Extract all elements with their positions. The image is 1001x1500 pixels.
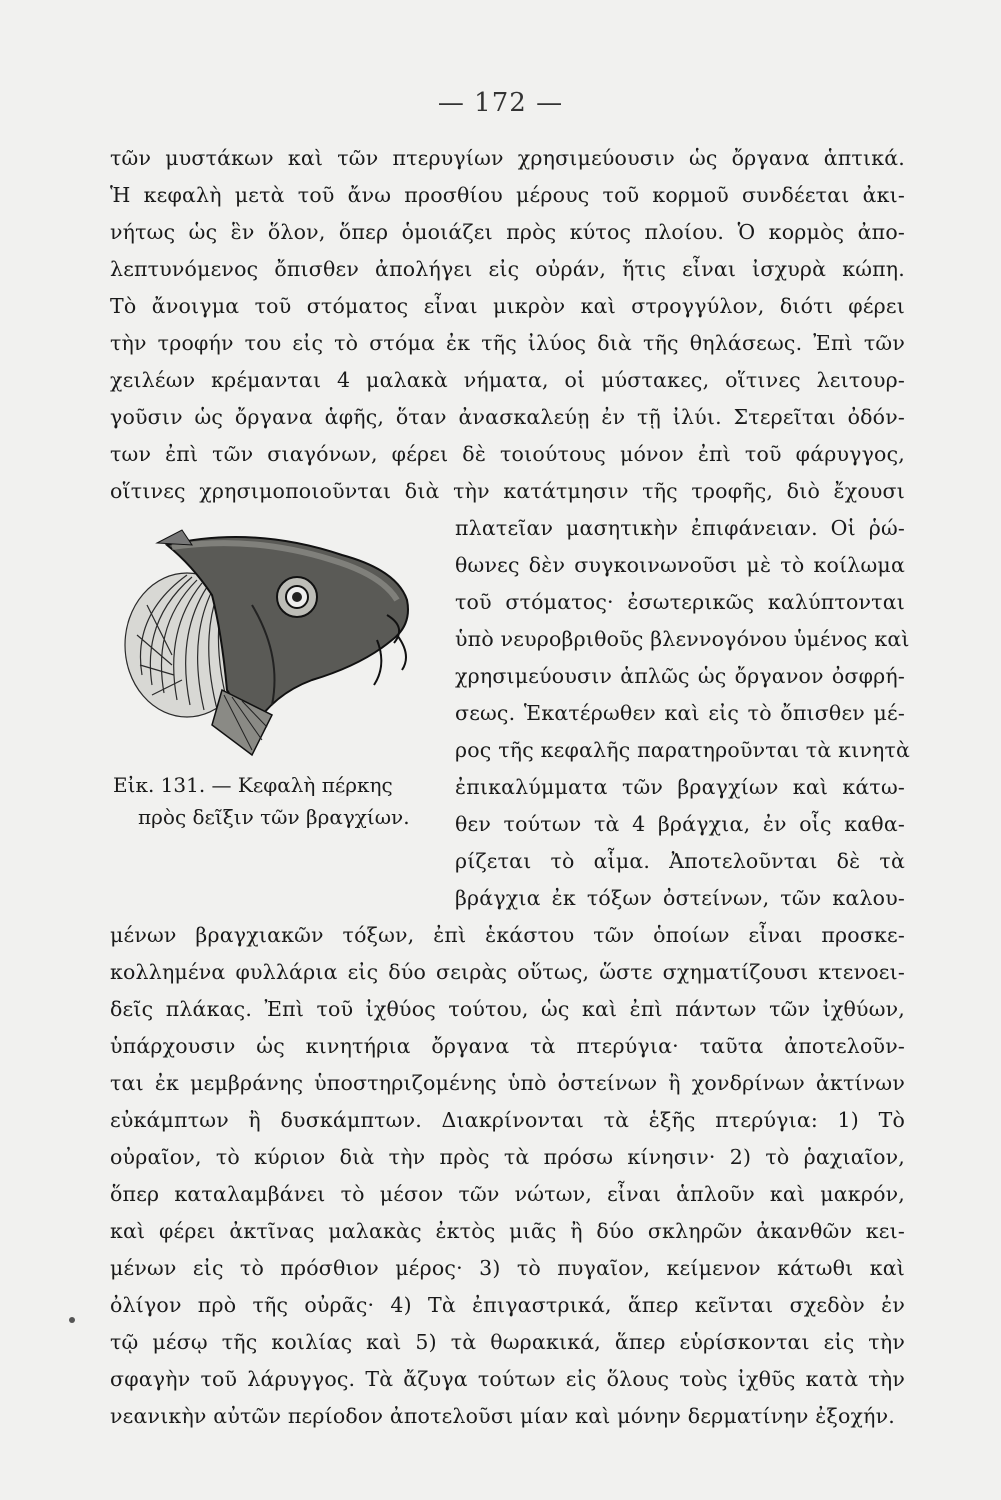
text-line: νεανικὴν αὐτῶν περίοδον ἀποτελοῦσι μίαν καὶ μόνην δερματίνην ἐξοχήν. (110, 1404, 895, 1428)
text-line: γοῦσιν ὡς ὄργανα ἁφῆς, ὅταν ἀνασκαλεύῃ ἐν τῇ ἰλύι. Στερεῖται ὀδόν- (110, 405, 905, 429)
text-line: τῶν μυστάκων καὶ τῶν πτερυγίων χρησιμεύουσιν ὡς ὄργανα ἁπτικά. (110, 146, 905, 170)
text-line: καὶ φέρει ἀκτῖνας μαλακὰς ἐκτὸς μιᾶς ἢ δύο σκληρῶν ἀκανθῶν κει- (110, 1219, 905, 1243)
text-line: μένων βραγχιακῶν τόξων, ἐπὶ ἑκάστου τῶν ὁποίων εἶναι προσκε- (110, 923, 905, 947)
text-line: ὅπερ καταλαμβάνει τὸ μέσον τῶν νώτων, εἶναι ἁπλοῦν καὶ μακρόν, (110, 1182, 905, 1206)
text-line: ρίζεται τὸ αἷμα. Ἀποτελοῦνται δὲ τὰ (455, 849, 905, 873)
text-line: χειλέων κρέμανται 4 μαλακὰ νήματα, οἱ μύστακες, οἵτινες λειτουρ- (110, 368, 905, 392)
text-line: τοῦ στόματος· ἐσωτερικῶς καλύπτονται (455, 590, 905, 614)
text-line: ὑπὸ νευροβριθοῦς βλεννογόνου ὑμένος καὶ (455, 627, 910, 651)
text-line: λεπτυνόμενος ὄπισθεν ἀπολήγει εἰς οὐράν, ἥτις εἶναι ἰσχυρὰ κώπη. (110, 257, 905, 281)
text-line: θωνες δὲν συγκοινωνοῦσι μὲ τὸ κοίλωμα (455, 553, 905, 577)
text-line: βράγχια ἐκ τόξων ὀστείνων, τῶν καλου- (455, 886, 905, 910)
fish-head-illustration (112, 515, 422, 760)
text-line: εὐκάμπτων ἢ δυσκάμπτων. Διακρίνονται τὰ ἑξῆς πτερύγια: 1) Τὸ (110, 1108, 905, 1132)
ink-spot (69, 1317, 75, 1323)
text-line: τὴν τροφήν του εἰς τὸ στόμα ἐκ τῆς ἰλύος διὰ τῆς θηλάσεως. Ἐπὶ τῶν (110, 331, 905, 355)
text-line: ὀλίγον πρὸ τῆς οὐρᾶς· 4) Τὰ ἐπιγαστρικά, ἅπερ κεῖνται σχεδὸν ἐν (110, 1293, 905, 1317)
text-line: ται ἐκ μεμβράνης ὑποστηριζομένης ὑπὸ ὀστείνων ἢ χονδρίνων ἀκτίνων (110, 1071, 905, 1095)
text-line: ἐπικαλύμματα τῶν βραγχίων καὶ κάτω- (455, 775, 905, 799)
page-number: — 172 — (437, 88, 564, 118)
text-line: νήτως ὡς ἓν ὅλον, ὅπερ ὁμοιάζει πρὸς κύτος πλοίου. Ὁ κορμὸς ἀπο- (110, 220, 905, 244)
text-line: Ἡ κεφαλὴ μετὰ τοῦ ἄνω προσθίου μέρους τοῦ κορμοῦ συνδέεται ἀκι- (110, 183, 905, 207)
text-line: Τὸ ἄνοιγμα τοῦ στόματος εἶναι μικρὸν καὶ στρογγύλον, διότι φέρει (110, 294, 905, 318)
figure-caption: Εἰκ. 131. — Κεφαλὴ πέρκης (113, 773, 393, 797)
text-line: οἵτινες χρησιμοποιοῦνται διὰ τὴν κατάτμησιν τῆς τροφῆς, διὸ ἔχουσι (110, 479, 905, 503)
figure-caption: πρὸς δεῖξιν τῶν βραγχίων. (138, 805, 410, 829)
text-line: σφαγὴν τοῦ λάρυγγος. Τὰ ἄζυγα τούτων εἰς ὅλους τοὺς ἰχθῦς κατὰ τὴν (110, 1367, 905, 1391)
text-line: δεῖς πλάκας. Ἐπὶ τοῦ ἰχθύος τούτου, ὡς καὶ ἐπὶ πάντων τῶν ἰχθύων, (110, 997, 905, 1021)
text-line: ὑπάρχουσιν ὡς κινητήρια ὄργανα τὰ πτερύγια· ταῦτα ἀποτελοῦν- (110, 1034, 905, 1058)
text-line: των ἐπὶ τῶν σιαγόνων, φέρει δὲ τοιούτους μόνον ἐπὶ τοῦ φάρυγγος, (110, 442, 905, 466)
text-line: μένων εἰς τὸ πρόσθιον μέρος· 3) τὸ πυγαῖον, κείμενον κάτωθι καὶ (110, 1256, 905, 1280)
text-line: θεν τούτων τὰ 4 βράγχια, ἐν οἷς καθα- (455, 812, 905, 836)
text-line: τῷ μέσῳ τῆς κοιλίας καὶ 5) τὰ θωρακικά, ἅπερ εὑρίσκονται εἰς τὴν (110, 1330, 905, 1354)
text-line: ρος τῆς κεφαλῆς παρατηροῦνται τὰ κινητὰ (455, 738, 911, 762)
text-line: οὐραῖον, τὸ κύριον διὰ τὴν πρὸς τὰ πρόσω κίνησιν· 2) τὸ ῥαχιαῖον, (110, 1145, 905, 1169)
text-line: πλατεῖαν μασητικὴν ἐπιφάνειαν. Οἱ ῥώ- (455, 516, 905, 540)
text-line: σεως. Ἑκατέρωθεν καὶ εἰς τὸ ὄπισθεν μέ- (455, 701, 905, 725)
text-line: κολλημένα φυλλάρια εἰς δύο σειρὰς οὕτως, ὥστε σχηματίζουσι κτενοει- (110, 960, 905, 984)
barbel (397, 635, 406, 670)
text-line: χρησιμεύουσιν ἁπλῶς ὡς ὄργανον ὀσφρή- (455, 664, 905, 688)
